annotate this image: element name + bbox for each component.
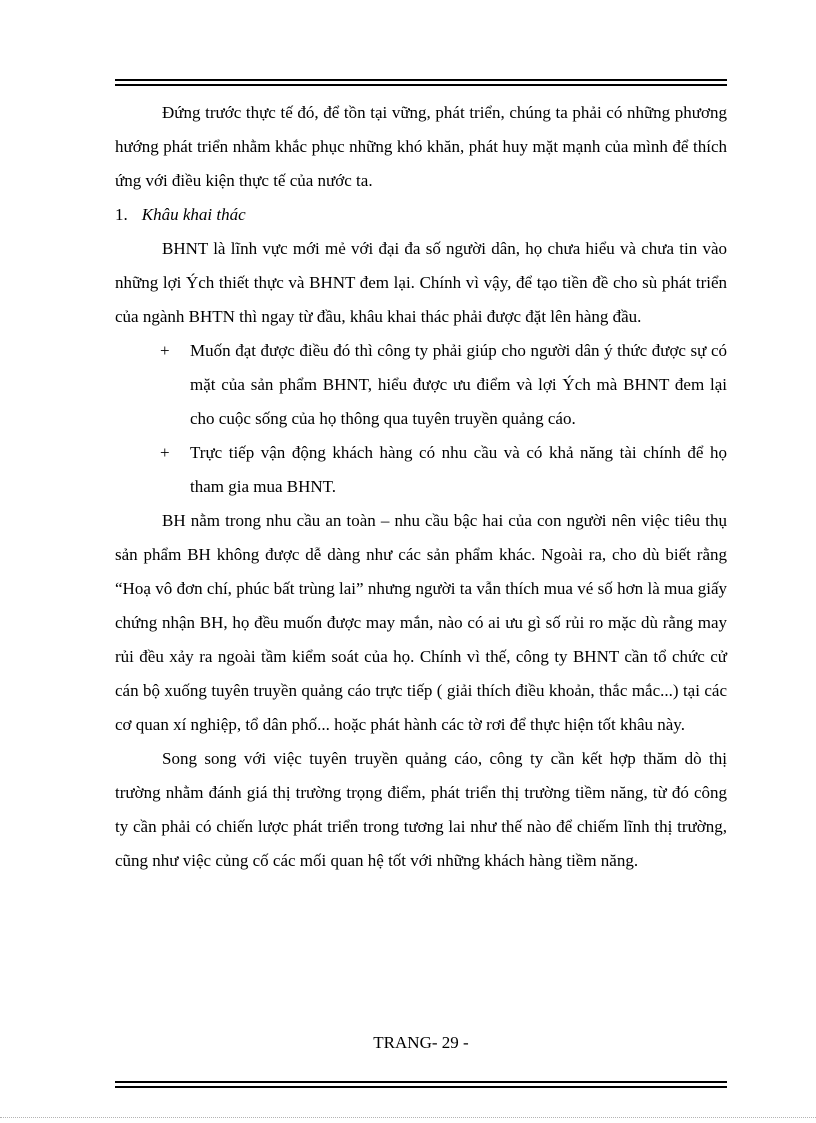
header-double-rule bbox=[115, 79, 727, 86]
plus-bullet-marker: + bbox=[160, 341, 170, 360]
paragraph-khai-thac: BHNT là lĩnh vực mới mẻ với đại đa số người dân, họ chưa hiểu và chưa tin vào những lợi Ých thiết thực và BHNT đem lại. Chính vì vậy, để tạo tiền đề cho sù phát triển của ngành BHTN thì ngay từ đầu, khâu khai thác phải được đặt lên hàng đầu. bbox=[115, 239, 727, 326]
bullet-text: Trực tiếp vận động khách hàng có nhu cầu và có khả năng tài chính để họ tham gia mua BHNT. bbox=[190, 443, 727, 496]
plus-bullet-marker: + bbox=[160, 443, 170, 462]
bullet-text: Muốn đạt được điều đó thì công ty phải giúp cho người dân ý thức được sự có mặt của sản phẩm BHNT, hiểu được ưu điểm và lợi Ých mà BHNT đem lại cho cuộc sống của họ thông qua tuyên truyền quảng cáo. bbox=[190, 341, 727, 428]
footer-double-rule bbox=[115, 1081, 727, 1088]
bullet-item bbox=[115, 436, 727, 504]
bullet-item bbox=[115, 334, 727, 436]
page-footer bbox=[115, 1028, 727, 1058]
document-body bbox=[115, 96, 727, 878]
section-number: 1. bbox=[115, 205, 128, 224]
page-number-label: TRANG- 29 - bbox=[373, 1033, 469, 1052]
paragraph-intro: Đứng trước thực tế đó, để tồn tại vững, phát triển, chúng ta phải có những phương hướng phát triển nhằm khắc phục những khó khăn, phát huy mặt mạnh của mình để thích ứng với điều kiện thực tế của nước ta. bbox=[115, 103, 727, 190]
section-title: Khâu khai thác bbox=[141, 205, 246, 224]
section-heading bbox=[115, 198, 727, 232]
paragraph-song-song: Song song với việc tuyên truyền quảng cáo, công ty cần kết hợp thăm dò thị trường nhằm đánh giá thị trường trọng điểm, phát triển thị trường tiềm năng, từ đó công ty cần phải có chiến lược phát triển trong tương lai như thế nào để chiếm lĩnh thị trường, cũng như việc củng cố các mối quan hệ tốt với những khách hàng tiềm năng. bbox=[115, 749, 727, 870]
paragraph-nhu-cau: BH nằm trong nhu cầu an toàn – nhu cầu bậc hai của con người nên việc tiêu thụ sản phẩm BH không được dễ dàng như các sản phẩm khác. Ngoài ra, cho dù biết rằng “Hoạ vô đơn chí, phúc bất trùng lai” nhưng người ta vẫn thích mua vé số hơn là mua giấy chứng nhận BH, họ đều muốn được may mắn, nào có ai ưu gì số rủi ro mặc dù rằng may rủi đều xảy ra ngoài tầm kiểm soát của họ. Chính vì thế, công ty BHNT cần tổ chức cử cán bộ xuống tuyên truyền quảng cáo trực tiếp ( giải thích điều khoản, thắc mắc...) tại các cơ quan xí nghiệp, tổ dân phố... hoặc phát hành các tờ rơi để thực hiện tốt khâu này. bbox=[115, 511, 727, 734]
page-boundary-dotted-line bbox=[0, 1117, 816, 1118]
